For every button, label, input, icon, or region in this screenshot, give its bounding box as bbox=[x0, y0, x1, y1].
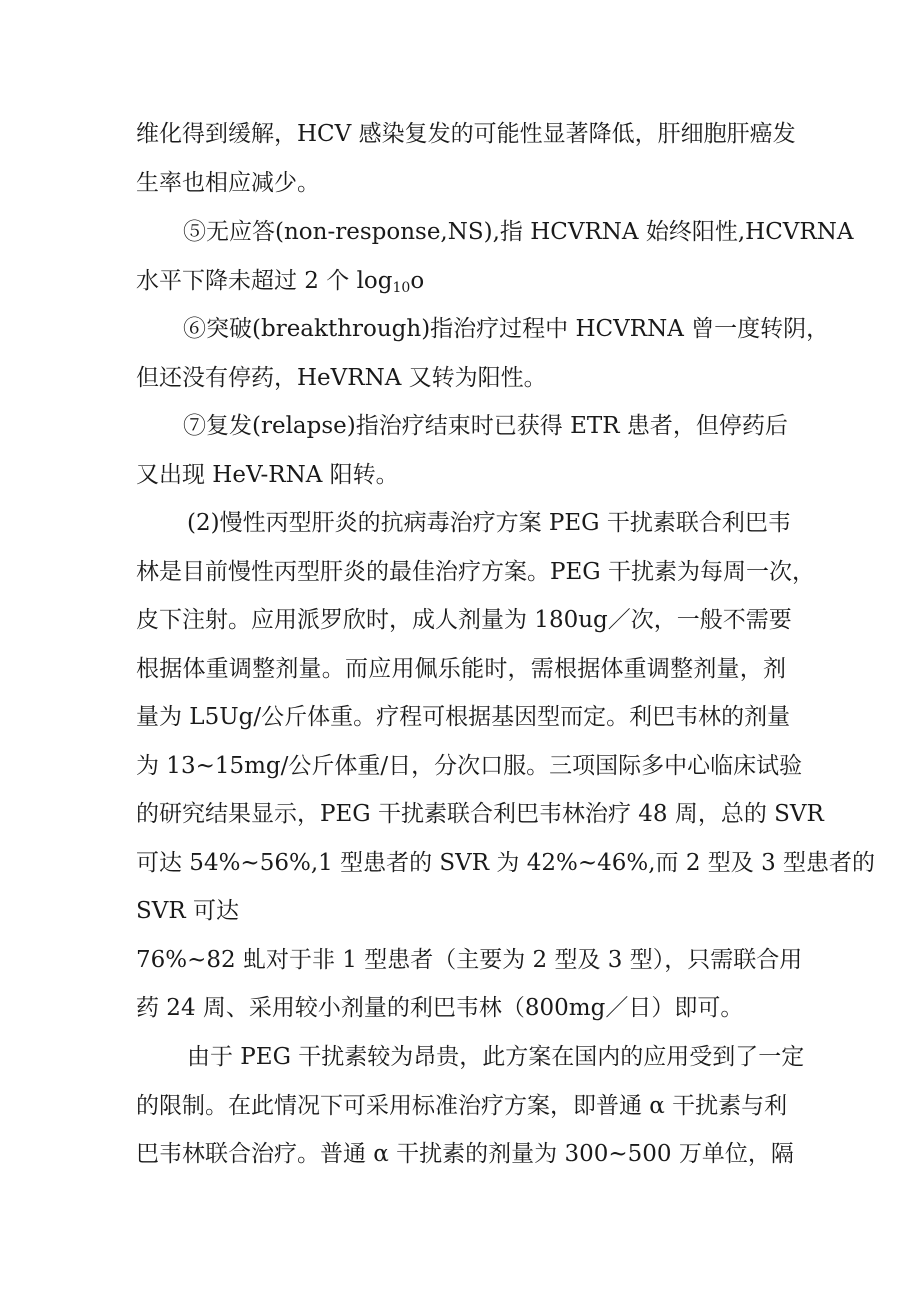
paragraph-line: 为 13~15mg/公斤体重/日，分次口服。三项国际多中心临床试验 bbox=[136, 753, 803, 779]
paragraph-line: 皮下注射。应用派罗欣时，成人剂量为 180ug／次，一般不需要 bbox=[136, 607, 792, 633]
paragraph-line: 药 24 周、采用较小剂量的利巴韦林（800mg／日）即可。 bbox=[136, 995, 744, 1021]
paragraph-line: 生率也相应减少。 bbox=[136, 170, 320, 196]
paragraph-line: 巴韦林联合治疗。普通 α 干扰素的剂量为 300~500 万单位，隔 bbox=[136, 1141, 794, 1167]
paragraph-line: (2)慢性丙型肝炎的抗病毒治疗方案 PEG 干扰素联合利巴韦 bbox=[187, 510, 791, 536]
paragraph-line bbox=[136, 266, 796, 303]
paragraph-line: 根据体重调整剂量。而应用佩乐能时，需根据体重调整剂量，剂 bbox=[136, 656, 786, 682]
paragraph-line: 又出现 HeV-RNA 阳转。 bbox=[136, 462, 399, 488]
line-text: 水平下降未超过 2 个 log bbox=[136, 268, 393, 294]
subscript-text: 10 bbox=[392, 280, 411, 296]
line-text: o bbox=[410, 268, 425, 294]
paragraph-line: SVR 可达 bbox=[136, 898, 239, 924]
paragraph-line: 的限制。在此情况下可采用标准治疗方案，即普通 α 干扰素与利 bbox=[136, 1093, 788, 1119]
paragraph-line: ⑦复发(relapse)指治疗结束时已获得 ETR 患者，但停药后 bbox=[183, 413, 788, 439]
paragraph-line: 的研究结果显示，PEG 干扰素联合利巴韦林治疗 48 周，总的 SVR bbox=[136, 801, 824, 827]
paragraph-line: ⑥突破(breakthrough)指治疗过程中 HCVRNA 曾一度转阴， bbox=[183, 316, 830, 342]
paragraph-line: 由于 PEG 干扰素较为昂贵，此方案在国内的应用受到了一定 bbox=[187, 1044, 805, 1070]
paragraph-line: 林是目前慢性丙型肝炎的最佳治疗方案。PEG 干扰素为每周一次， bbox=[136, 559, 815, 585]
paragraph-line: ⑤无应答(non-response,NS),指 HCVRNA 始终阳性,HCVRNA bbox=[183, 219, 854, 245]
paragraph-line: 76%~82 虬对于非 1 型患者（主要为 2 型及 3 型），只需联合用 bbox=[136, 947, 803, 973]
paragraph-line: 可达 54%~56%,1 型患者的 SVR 为 42%~46%,而 2 型及 3 型患者的 bbox=[136, 850, 876, 876]
paragraph-line: 但还没有停药，HeVRNA 又转为阳性。 bbox=[136, 365, 547, 391]
paragraph-line: 维化得到缓解，HCV 感染复发的可能性显著降低，肝细胞肝癌发 bbox=[136, 121, 796, 147]
paragraph-line: 量为 L5Ug/公斤体重。疗程可根据基因型而定。利巴韦林的剂量 bbox=[136, 704, 791, 730]
